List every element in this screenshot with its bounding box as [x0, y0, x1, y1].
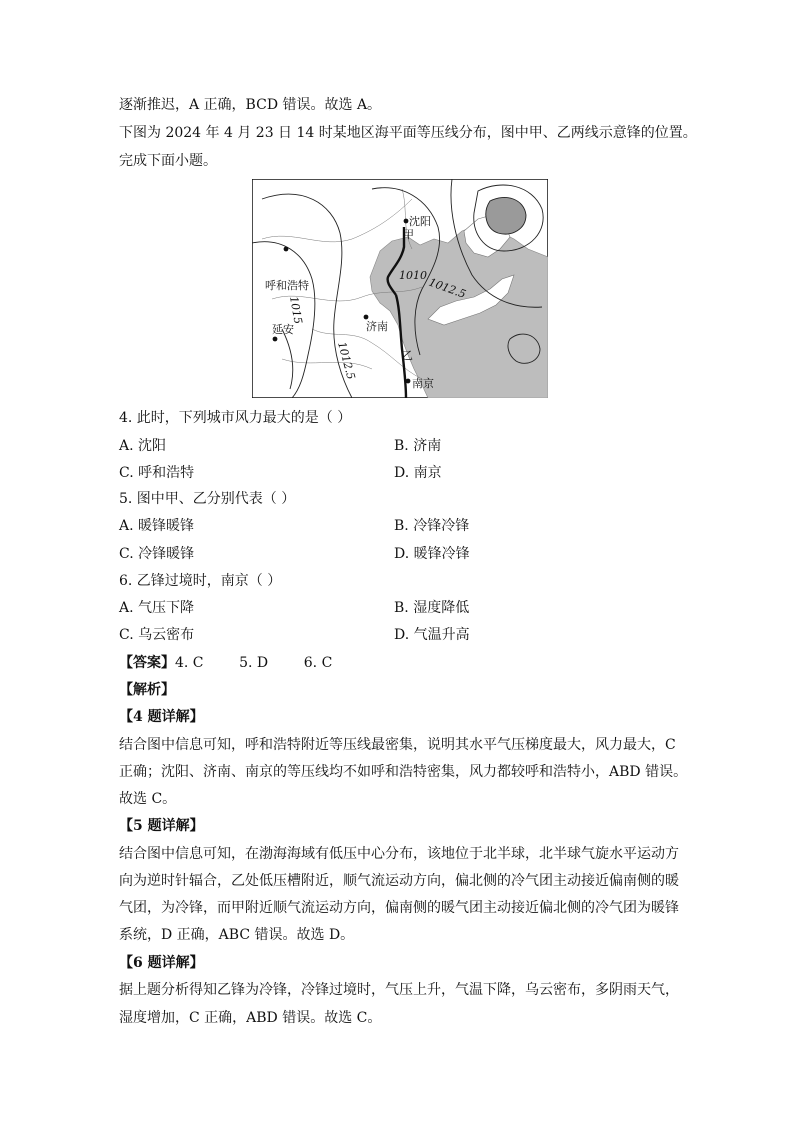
- q5-analysis-line-1: 结合图中信息可知，在渤海海域有低压中心分布，该地位于北半球，北半球气旋水平运动方: [119, 846, 679, 862]
- question-4-option-c[interactable]: C. 呼和浩特: [119, 465, 195, 481]
- question-5-option-a[interactable]: A. 暖锋暖锋: [119, 518, 195, 534]
- question-5-option-b[interactable]: B. 冷锋冷锋: [394, 518, 470, 534]
- question-6-stem: 6. 乙锋过境时，南京（ ）: [119, 573, 282, 589]
- isobar-map-figure: [252, 179, 548, 398]
- question-4-stem: 4. 此时，下列城市风力最大的是（ ）: [119, 410, 352, 426]
- question-5-option-d[interactable]: D. 暖锋冷锋: [394, 546, 470, 562]
- question-4-option-d[interactable]: D. 南京: [394, 465, 442, 481]
- analysis-heading: 【解析】: [119, 682, 175, 698]
- q6-analysis-line-1: 据上题分析得知乙锋为冷锋，冷锋过境时，气压上升，气温下降，乌云密布，多阴雨天气，: [119, 982, 679, 998]
- label-front-yi: 乙: [402, 349, 413, 362]
- city-dot-yanan: [273, 337, 278, 342]
- label-shenyang: 沈阳: [409, 215, 431, 228]
- question-6-option-a[interactable]: A. 气压下降: [119, 600, 195, 616]
- question-5-option-c[interactable]: C. 冷锋暖锋: [119, 546, 195, 562]
- q5-analysis-line-3: 气团，为冷锋，而甲附近顺气流运动方向，偏南侧的暖气团主动接近偏北侧的冷气团为暖锋: [119, 900, 679, 916]
- question-6-option-d[interactable]: D. 气温升高: [394, 627, 470, 643]
- intro-line-1: 逐渐推迟，A 正确，BCD 错误。故选 A。: [119, 97, 382, 113]
- isobar-label-1010: 1010: [399, 269, 427, 282]
- city-dot-shenyang: [404, 219, 409, 224]
- city-dot-huhehaote: [284, 247, 289, 252]
- label-nanjing: 南京: [412, 377, 434, 390]
- answer-label: 【答案】: [119, 655, 175, 671]
- q4-analysis-line-2: 正确；沈阳、济南、南京的等压线均不如呼和浩特密集，风力都较呼和浩特小，ABD 错误。: [119, 764, 688, 780]
- answer-values: 4. C 5. D 6. C: [175, 655, 333, 671]
- isobar-label-1015: 1015: [287, 295, 305, 326]
- isobar-label-1012-5-left: 1012.5: [335, 340, 358, 381]
- question-6-option-b[interactable]: B. 湿度降低: [394, 600, 470, 616]
- intro-line-2: 下图为 2024 年 4 月 23 日 14 时某地区海平面等压线分布，图中甲、乙两线示意锋的位置。: [119, 125, 697, 141]
- label-huhehaote: 呼和浩特: [265, 279, 309, 292]
- q5-analysis-heading: 【5 题详解】: [119, 818, 204, 834]
- q6-analysis-heading: 【6 题详解】: [119, 955, 204, 971]
- isobar-low-inner: [486, 197, 526, 234]
- label-jinan: 济南: [366, 320, 388, 333]
- q4-analysis-line-3: 故选 C。: [119, 791, 177, 807]
- question-4-option-b[interactable]: B. 济南: [394, 438, 442, 454]
- isobar-label-1012-5-right: 1012.5: [426, 275, 468, 301]
- question-4-option-a[interactable]: A. 沈阳: [119, 438, 167, 454]
- question-5-stem: 5. 图中甲、乙分别代表（ ）: [119, 491, 296, 507]
- answer-line: [119, 654, 332, 672]
- q4-analysis-line-1: 结合图中信息可知，呼和浩特附近等压线最密集，说明其水平气压梯度最大，风力最大，C: [119, 737, 676, 753]
- q6-analysis-line-2: 湿度增加，C 正确，ABD 错误。故选 C。: [119, 1010, 382, 1026]
- q4-analysis-heading: 【4 题详解】: [119, 709, 204, 725]
- city-dot-jinan: [364, 315, 369, 320]
- q5-analysis-line-2: 向为逆时针辐合，乙处低压槽附近，顺气流运动方向，偏北侧的冷气团主动接近偏南侧的暖: [119, 873, 679, 889]
- question-6-option-c[interactable]: C. 乌云密布: [119, 627, 195, 643]
- q5-analysis-line-4: 系统，D 正确，ABC 错误。故选 D。: [119, 927, 355, 943]
- intro-line-3: 完成下面小题。: [119, 153, 217, 169]
- label-yanan: 延安: [272, 323, 294, 336]
- label-front-jia: 甲: [403, 228, 414, 241]
- city-dot-nanjing: [406, 379, 411, 384]
